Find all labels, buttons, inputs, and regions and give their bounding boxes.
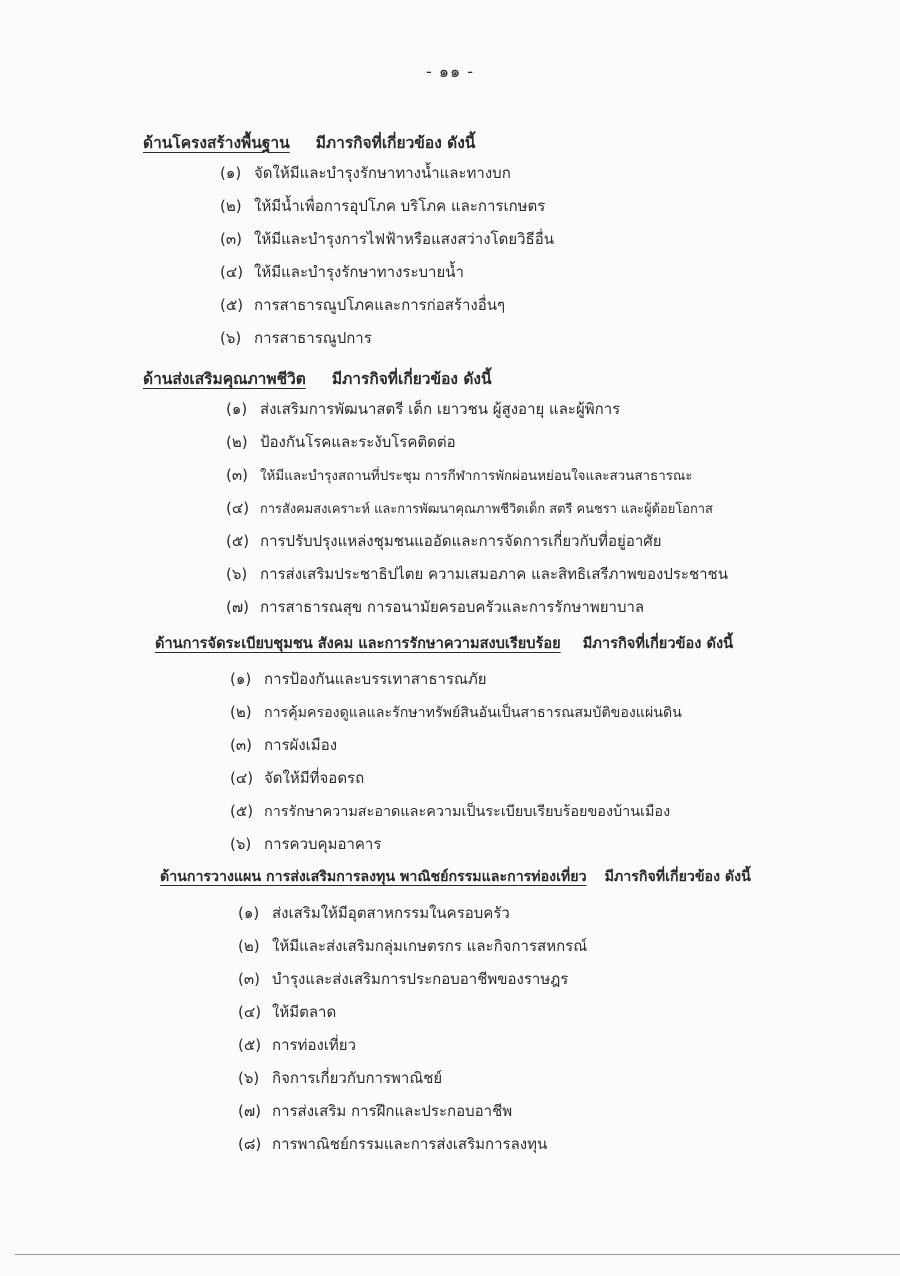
item-number: (๕) <box>226 532 250 550</box>
section-infrastructure <box>0 130 900 358</box>
item-text: การพาณิชย์กรรมและการส่งเสริมการลงทุน <box>272 1135 548 1153</box>
item-text: ส่งเสริมการพัฒนาสตรี เด็ก เยาวชน ผู้สูงอายุ และผู้พิการ <box>260 400 621 418</box>
list-item <box>220 325 900 358</box>
list-item <box>226 594 900 627</box>
item-number: (๖) <box>220 329 242 347</box>
item-list <box>0 666 900 864</box>
item-text: จัดให้มีที่จอดรถ <box>264 769 365 787</box>
item-number: (๑) <box>220 164 242 182</box>
item-text: การส่งเสริมประชาธิปไตย ความเสมอภาค และสิทธิเสรีภาพของประชาชน <box>260 565 728 583</box>
item-text: ให้มีตลาด <box>272 1003 337 1021</box>
item-text: การปรับปรุงแหล่งชุมชนแออัดและการจัดการเกี่ยวกับที่อยู่อาศัย <box>260 532 662 550</box>
item-number: (๗) <box>238 1102 261 1120</box>
item-text: ส่งเสริมให้มีอุตสาหกรรมในครอบครัว <box>272 904 510 922</box>
item-number: (๒) <box>226 433 248 451</box>
section-heading <box>0 866 900 890</box>
item-text: การคุ้มครองดูแลและรักษาทรัพย์สินอันเป็นสาธารณสมบัติของแผ่นดิน <box>264 705 682 721</box>
item-number: (๕) <box>230 802 254 820</box>
section-heading <box>0 130 900 154</box>
item-number: (๓) <box>238 970 260 988</box>
list-item <box>238 900 900 933</box>
item-text: กิจการเกี่ยวกับการพาณิชย์ <box>272 1069 443 1087</box>
item-number: (๒) <box>220 197 242 215</box>
list-item <box>238 999 900 1032</box>
list-item <box>230 798 900 831</box>
list-item <box>226 396 900 429</box>
item-number: (๖) <box>226 565 248 583</box>
section-heading <box>0 632 900 656</box>
list-item <box>226 495 900 528</box>
item-text: การผังเมือง <box>264 736 338 754</box>
section-heading-tail: มีภารกิจที่เกี่ยวข้อง ดังนี้ <box>582 635 734 652</box>
list-item <box>220 160 900 193</box>
section-heading-tail: มีภารกิจที่เกี่ยวข้อง ดังนี้ <box>315 134 476 152</box>
item-text: ให้มีและบำรุงรักษาทางระบายน้ำ <box>254 263 464 281</box>
item-number: (๔) <box>226 499 250 517</box>
item-list <box>0 900 900 1164</box>
item-text: การสาธารณสุข การอนามัยครอบครัวและการรักษาพยาบาล <box>260 598 645 616</box>
list-item <box>226 429 900 462</box>
item-text: ให้มีและส่งเสริมกลุ่มเกษตรกร และกิจการสหกรณ์ <box>272 937 588 955</box>
item-number: (๔) <box>220 263 244 281</box>
list-item <box>238 1131 900 1164</box>
item-text: การควบคุมอาคาร <box>264 835 382 853</box>
page-number: - ๑๑ - <box>425 62 475 81</box>
list-item <box>226 561 900 594</box>
item-text: ให้มีและบำรุงสถานที่ประชุม การกีฬาการพักผ่อนหย่อนใจและสวนสาธารณะ <box>260 469 693 484</box>
item-text: การรักษาความสะอาดและความเป็นระเบียบเรียบร้อยของบ้านเมือง <box>264 804 671 820</box>
item-number: (๔) <box>230 769 254 787</box>
list-item <box>230 699 900 732</box>
list-item <box>226 528 900 561</box>
item-text: ให้มีและบำรุงการไฟฟ้าหรือแสงสว่างโดยวิธีอื่น <box>254 230 554 248</box>
item-number: (๗) <box>226 598 249 616</box>
item-text: การท่องเที่ยว <box>272 1036 357 1054</box>
item-number: (๓) <box>230 736 252 754</box>
list-item <box>230 831 900 864</box>
item-number: (๖) <box>238 1069 260 1087</box>
page-bottom-rule <box>15 1254 900 1255</box>
list-item <box>230 765 900 798</box>
item-text: การป้องกันและบรรเทาสาธารณภัย <box>264 670 487 688</box>
section-community-order <box>0 632 900 864</box>
list-item <box>238 1098 900 1131</box>
item-text: การสังคมสงเคราะห์ และการพัฒนาคุณภาพชีวิตเด็ก สตรี คนชรา และผู้ด้อยโอกาส <box>260 502 713 517</box>
list-item <box>238 966 900 999</box>
section-title: ด้านโครงสร้างพื้นฐาน <box>143 134 290 152</box>
item-number: (๑) <box>230 670 252 688</box>
list-item <box>220 193 900 226</box>
list-item <box>230 666 900 699</box>
item-number: (๑) <box>238 904 260 922</box>
item-list <box>0 396 900 627</box>
section-title: ด้านการวางแผน การส่งเสริมการลงทุน พาณิชย์กรรมและการท่องเที่ยว <box>160 869 587 885</box>
item-text: บำรุงและส่งเสริมการประกอบอาชีพของราษฎร <box>272 970 569 988</box>
item-number: (๕) <box>220 296 244 314</box>
section-title: ด้านส่งเสริมคุณภาพชีวิต <box>143 370 306 388</box>
item-number: (๓) <box>220 230 242 248</box>
item-list <box>0 160 900 358</box>
item-number: (๘) <box>238 1135 262 1153</box>
item-number: (๓) <box>226 466 248 484</box>
item-text: ป้องกันโรคและระงับโรคติดต่อ <box>260 433 456 451</box>
item-number: (๑) <box>226 400 248 418</box>
item-text: การสาธารณูปการ <box>254 329 372 347</box>
list-item <box>220 226 900 259</box>
item-text: การส่งเสริม การฝึกและประกอบอาชีพ <box>272 1102 513 1120</box>
item-text: ให้มีน้ำเพื่อการอุปโภค บริโภค และการเกษตร <box>254 197 546 215</box>
list-item <box>238 1032 900 1065</box>
section-heading <box>0 366 900 390</box>
section-title: ด้านการจัดระเบียบชุมชน สังคม และการรักษาความสงบเรียบร้อย <box>155 635 561 652</box>
list-item <box>238 1065 900 1098</box>
section-heading-tail: มีภารกิจที่เกี่ยวข้อง ดังนี้ <box>331 370 492 388</box>
list-item <box>226 462 900 495</box>
item-text: จัดให้มีและบำรุงรักษาทางน้ำและทางบก <box>254 164 511 182</box>
section-quality-of-life <box>0 366 900 627</box>
section-planning-investment <box>0 866 900 1164</box>
list-item <box>220 259 900 292</box>
section-heading-tail: มีภารกิจที่เกี่ยวข้อง ดังนี้ <box>604 869 751 885</box>
item-text: การสาธารณูปโภคและการก่อสร้างอื่นๆ <box>254 296 506 314</box>
item-number: (๖) <box>230 835 252 853</box>
list-item <box>238 933 900 966</box>
list-item <box>220 292 900 325</box>
item-number: (๒) <box>230 703 252 721</box>
item-number: (๕) <box>238 1036 262 1054</box>
item-number: (๒) <box>238 937 260 955</box>
list-item <box>230 732 900 765</box>
item-number: (๔) <box>238 1003 262 1021</box>
